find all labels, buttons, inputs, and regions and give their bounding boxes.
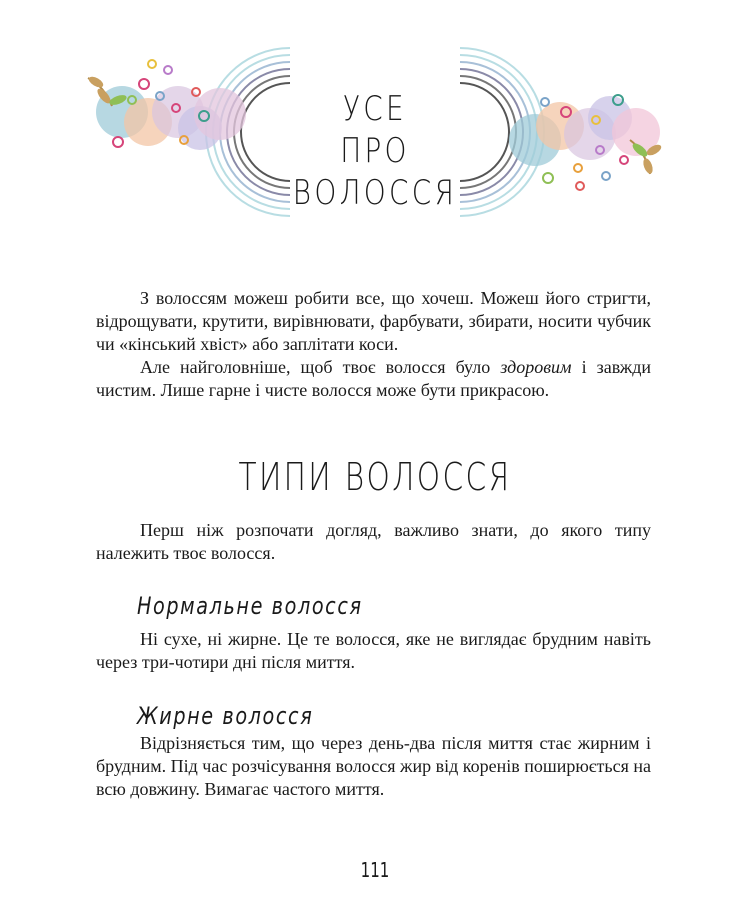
section-intro-paragraph: Перш ніж розпочати догляд, важливо знати, до якого типу належить твоє волосся. [96, 520, 651, 563]
page-header [0, 0, 750, 240]
page-title [264, 88, 485, 214]
left-bubbles-icon [96, 60, 246, 150]
oily-hair-paragraph: Відрізняється тим, що через день-два після миття стає жирним і брудним. Під час розчісування волосся жир від коренів поширюється на всю довжину. Вимагає частого миття. [96, 733, 651, 799]
section-heading: ТИПИ ВОЛОССЯ [238, 455, 512, 499]
intro-text [96, 287, 651, 402]
title-line-1: УСЕ [343, 89, 407, 129]
normal-hair-text [96, 628, 651, 674]
title-line-2: ПРО ВОЛОССЯ [292, 131, 458, 213]
intro-paragraph-1: З волоссям можеш робити все, що хочеш. Можеш його стригти, відрощувати, крутити, вирівнювати, фарбувати, збирати, носити чубчик чи «кінський хвіст» або заплітати коси. [96, 288, 651, 354]
normal-hair-heading: Нормальне волосся [137, 592, 363, 620]
section-intro [96, 519, 651, 565]
intro-paragraph-2 [96, 356, 651, 402]
intro-p2-start: Але найголовніше, щоб твоє волосся було [140, 357, 501, 377]
normal-hair-paragraph: Ні сухе, ні жирне. Це те волосся, яке не виглядає брудним навіть через три-чотири дні після миття. [96, 629, 651, 672]
oily-hair-text [96, 732, 651, 801]
intro-p2-end: і завжди чистим. Лише гарне і чисте волосся може бути прикрасою. [96, 357, 651, 400]
page-number: 111 [360, 858, 390, 882]
oily-hair-heading: Жирне волосся [137, 702, 314, 730]
intro-p2-emphasis: здоровим [500, 357, 572, 377]
